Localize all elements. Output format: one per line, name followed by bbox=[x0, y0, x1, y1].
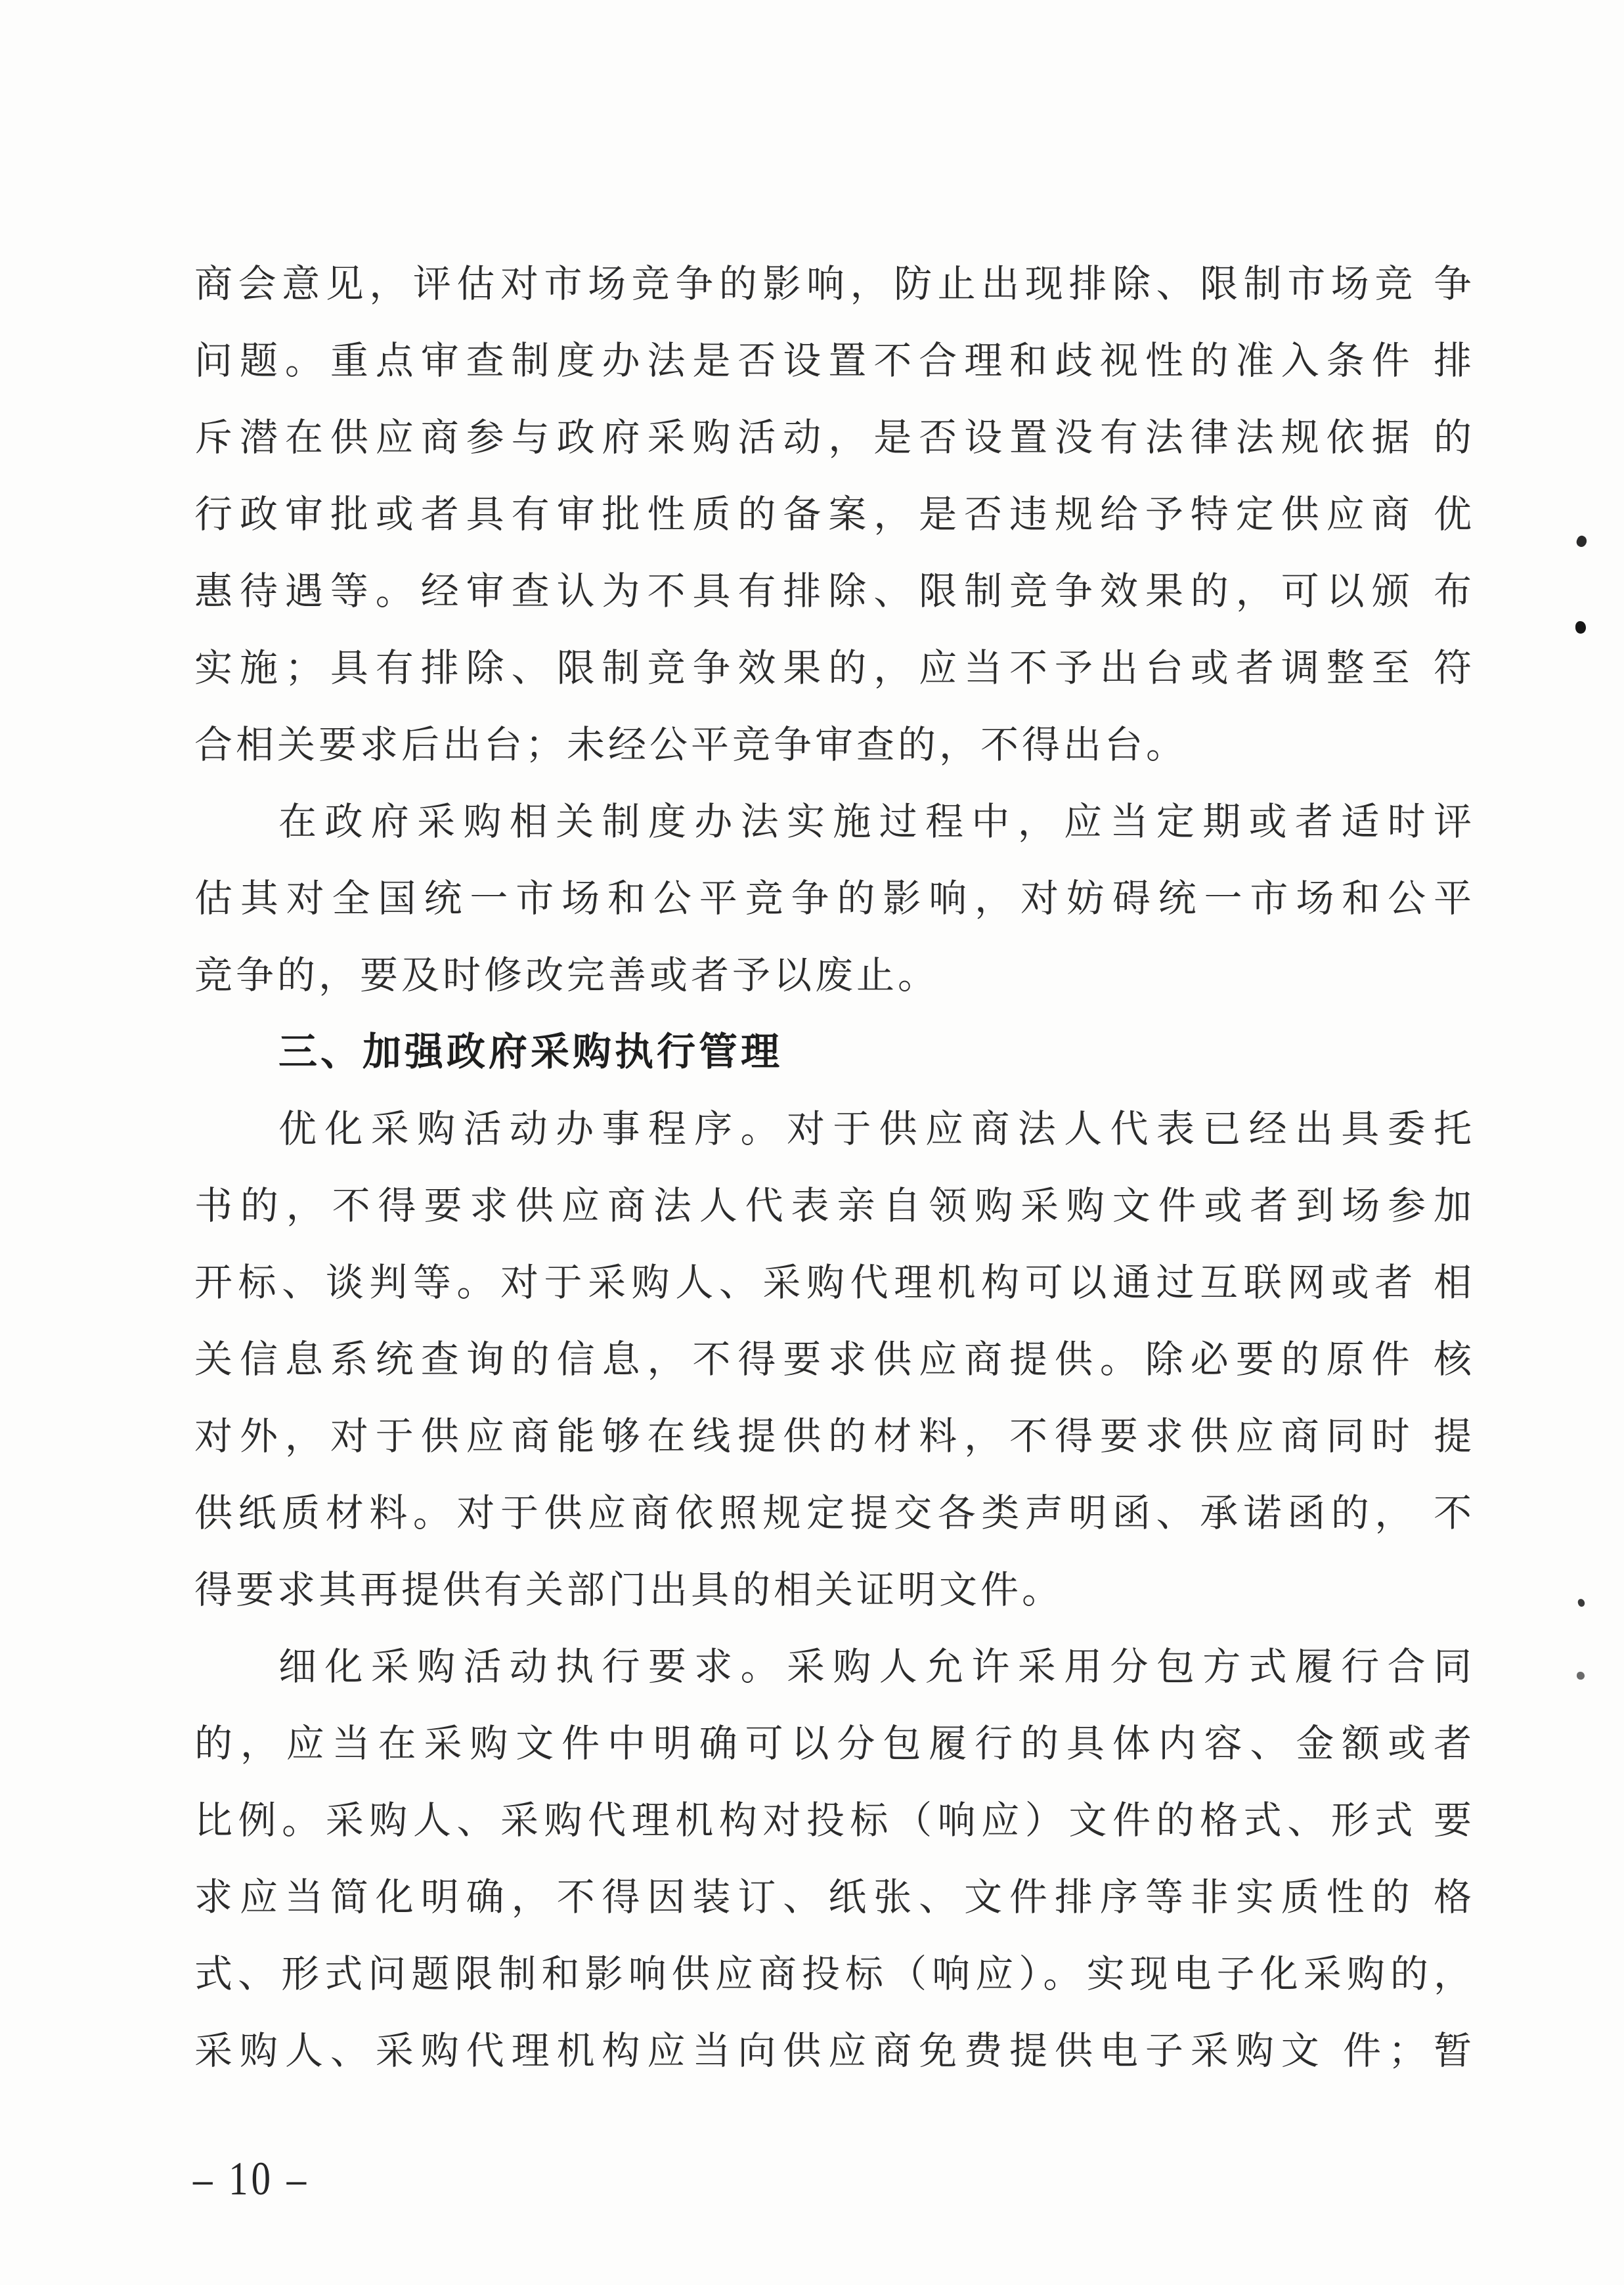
text-line: 细化采购活动执行要求。采购人允许采用分包方式履行合同 bbox=[278, 1645, 1475, 1688]
ink-speck bbox=[1575, 534, 1589, 549]
text-line: 合相关要求后出台；未经公平竞争审查的，不得出台。 bbox=[194, 724, 1188, 766]
text-line: 实施；具有排除、限制竞争效果的，应当不予出台或者调整至 符 bbox=[194, 647, 1475, 689]
text-line: 得要求其再提供有关部门出具的相关证明文件。 bbox=[194, 1569, 1064, 1611]
text-line: 求应当简化明确，不得因装订、纸张、文件排序等非实质性的 格 bbox=[194, 1876, 1475, 1919]
ink-speck bbox=[1575, 621, 1586, 634]
ink-speck bbox=[1577, 1598, 1586, 1607]
text-line: 竞争的，要及时修改完善或者予以废止。 bbox=[194, 954, 940, 997]
body-text-block bbox=[194, 246, 1475, 2089]
text-line: 问题。重点审查制度办法是否设置不合理和歧视性的准入条件 排 bbox=[194, 339, 1475, 382]
text-line: 开标、谈判等。对于采购人、采购代理机构可以通过互联网或者 相 bbox=[194, 1261, 1475, 1304]
text-line: 书的，不得要求供应商法人代表亲自领购采购文件或者到场参加 bbox=[194, 1185, 1475, 1227]
text-line: 采购人、采购代理机构应当向供应商免费提供电子采购文 件；暂 bbox=[194, 2030, 1475, 2072]
text-line: 惠待遇等。经审查认为不具有排除、限制竞争效果的，可以颁 布 bbox=[194, 570, 1475, 613]
text-line: 的，应当在采购文件中明确可以分包履行的具体内容、金额或者 bbox=[194, 1722, 1475, 1765]
text-line: 关信息系统查询的信息，不得要求供应商提供。除必要的原件 核 bbox=[194, 1338, 1475, 1381]
text-line: 供纸质材料。对于供应商依照规定提交各类声明函、承诺函的， 不 bbox=[194, 1492, 1475, 1534]
text-line: 对外，对于供应商能够在线提供的材料，不得要求供应商同时 提 bbox=[194, 1415, 1475, 1458]
text-line: 商会意见，评估对市场竞争的影响，防止出现排除、限制市场竞 争 bbox=[194, 263, 1475, 305]
text-line: 估其对全国统一市场和公平竞争的影响，对妨碍统一市场和公平 bbox=[194, 877, 1475, 920]
text-line: 在政府采购相关制度办法实施过程中，应当定期或者适时评 bbox=[278, 800, 1475, 843]
ink-speck bbox=[1577, 1672, 1585, 1680]
section-heading: 三、加强政府采购执行管理 bbox=[278, 1030, 783, 1074]
text-line: 优化采购活动办事程序。对于供应商法人代表已经出具委托 bbox=[278, 1108, 1475, 1150]
text-line: 比例。采购人、采购代理机构对投标（响应）文件的格式、形式 要 bbox=[194, 1799, 1475, 1842]
text-line: 行政审批或者具有审批性质的备案，是否违规给予特定供应商 优 bbox=[194, 493, 1475, 536]
page-number: – 10 – bbox=[193, 2152, 310, 2205]
text-line: 式、形式问题限制和影响供应商投标（响应）。实现电子化采购的， bbox=[194, 1953, 1475, 1995]
text-line: 斥潜在供应商参与政府采购活动，是否设置没有法律法规依据 的 bbox=[194, 416, 1475, 459]
